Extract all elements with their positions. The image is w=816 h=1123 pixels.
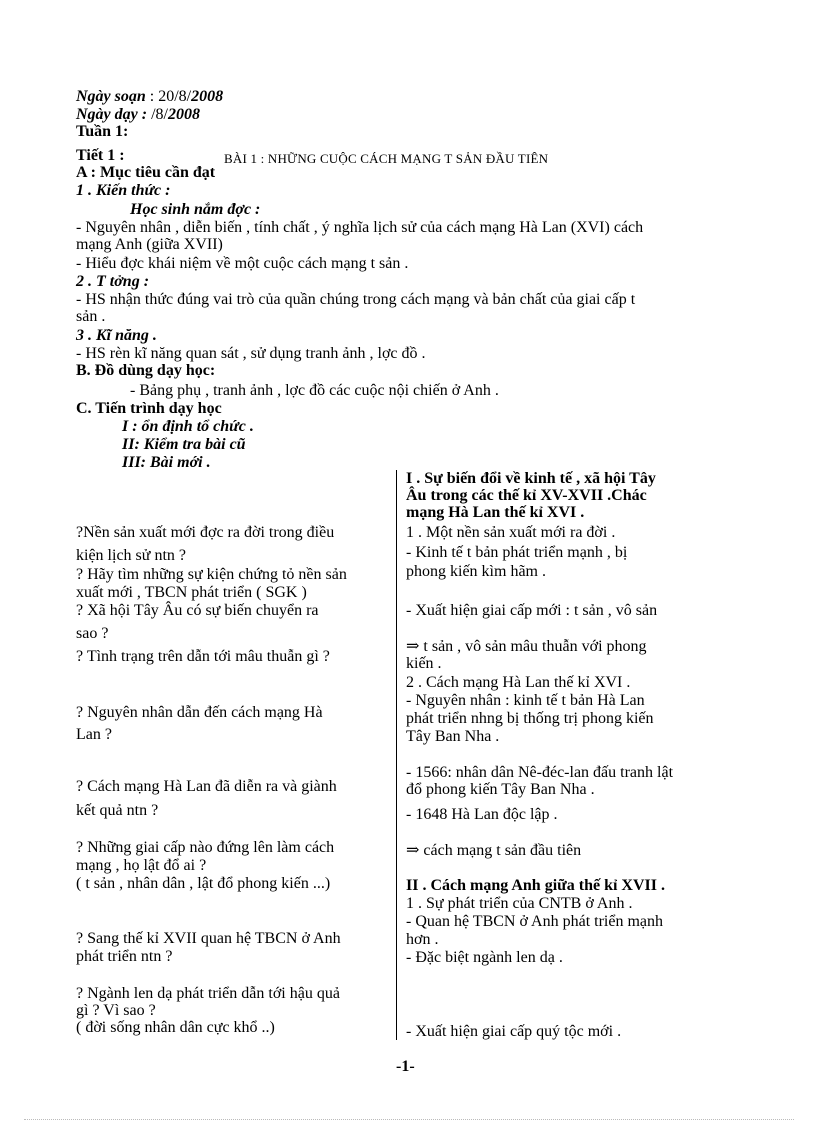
left-q3b: sao ? bbox=[76, 625, 109, 642]
process-step-3: III: Bài mới . bbox=[122, 454, 211, 471]
right-r3: - Xuất hiện giai cấp mới : t sản , vô sản bbox=[406, 602, 658, 619]
left-q5b: Lan ? bbox=[76, 726, 112, 743]
left-q9b: gì ? Vì sao ? bbox=[76, 1002, 156, 1019]
left-q1a: ?Nền sản xuất mới đợc ra đời trong điều bbox=[76, 524, 335, 541]
right-section1-l1: I . Sự biến đổi về kinh tế , xã hội Tây bbox=[406, 470, 656, 487]
right-r9-text: cách mạng t sản đầu tiên bbox=[419, 842, 582, 859]
left-q2b: xuất mới , TBCN phát triển ( SGK ) bbox=[76, 584, 307, 601]
thinking-line-1a: - HS nhận thức đúng vai trò của quần chúng trong cách mạng và bản chất của giai cấp t bbox=[76, 291, 636, 308]
date-teaching-value: /8/ bbox=[147, 106, 168, 123]
skills-heading: 3 . Kĩ năng . bbox=[76, 327, 157, 344]
knowledge-heading: 1 . Kiến thức : bbox=[76, 182, 171, 199]
right-r11a: - Quan hệ TBCN ở Anh phát triển mạnh bbox=[406, 913, 664, 930]
left-q7c: ( t sản , nhân dân , lật đổ phong kiến ...) bbox=[76, 875, 331, 892]
materials-heading: B. Đồ dùng dạy học: bbox=[76, 362, 216, 379]
left-q8b: phát triển ntn ? bbox=[76, 948, 173, 965]
objectives-heading: A : Mục tiêu cần đạt bbox=[76, 164, 216, 181]
knowledge-line-1b: mạng Anh (giữa XVII) bbox=[76, 236, 223, 253]
thinking-line-1b: sản . bbox=[76, 308, 106, 325]
right-r1: 1 . Một nền sản xuất mới ra đời . bbox=[406, 524, 616, 541]
right-section1-l2: Âu trong các thế kỉ XV-XVII .Chác bbox=[406, 487, 647, 504]
lesson-title: BÀI 1 : NHỮNG CUỘC CÁCH MẠNG T SẢN ĐẦU TIÊN bbox=[224, 151, 549, 166]
right-r2a: - Kinh tế t bản phát triển mạnh , bị bbox=[406, 544, 628, 561]
process-step-1: I : ổn định tổ chức . bbox=[122, 418, 254, 435]
left-q7b: mạng , họ lật đổ ai ? bbox=[76, 857, 207, 874]
right-r7a: - 1566: nhân dân Nê-đéc-lan đấu tranh lật bbox=[406, 764, 674, 781]
thinking-heading: 2 . T tởng : bbox=[76, 273, 150, 290]
table-divider bbox=[396, 470, 397, 1040]
right-r4b: kiến . bbox=[406, 655, 442, 672]
week-label: Tuần 1: bbox=[76, 123, 129, 140]
right-r5: 2 . Cách mạng Hà Lan thế kỉ XVI . bbox=[406, 674, 631, 691]
date-prepared-year: 2008 bbox=[191, 88, 224, 105]
right-r4a bbox=[406, 638, 647, 655]
date-teaching bbox=[76, 106, 200, 124]
right-r6a: - Nguyên nhân : kinh tế t bản Hà Lan bbox=[406, 692, 645, 709]
students-heading: Học sinh nắm đợc : bbox=[130, 201, 261, 218]
left-q7a: ? Những giai cấp nào đứng lên làm cách bbox=[76, 839, 335, 856]
right-r8: - 1648 Hà Lan độc lập . bbox=[406, 806, 558, 823]
right-r12: - Đặc biệt ngành len dạ . bbox=[406, 949, 563, 966]
left-q5a: ? Nguyên nhân dẫn đến cách mạng Hà bbox=[76, 704, 323, 721]
implies-arrow-icon: ⇒ bbox=[406, 842, 420, 859]
left-q1b: kiện lịch sử ntn ? bbox=[76, 547, 186, 564]
left-q6b: kết quả ntn ? bbox=[76, 802, 159, 819]
left-q2a: ? Hãy tìm những sự kiện chứng tỏ nền sản bbox=[76, 566, 347, 583]
right-r10: 1 . Sự phát triển của CNTB ở Anh . bbox=[406, 895, 633, 912]
left-q4: ? Tình trạng trên dẫn tới mâu thuẫn gì ? bbox=[76, 648, 330, 665]
right-r11b: hơn . bbox=[406, 931, 439, 948]
right-r6b: phát triển nhng bị thống trị phong kiến bbox=[406, 710, 654, 727]
right-r13: - Xuất hiện giai cấp quý tộc mới . bbox=[406, 1023, 622, 1040]
right-r2b: phong kiến kìm hãm . bbox=[406, 563, 546, 580]
date-prepared bbox=[76, 88, 223, 106]
right-r4a-text: t sản , vô sản mâu thuẫn với phong bbox=[419, 638, 647, 655]
date-prepared-label: Ngày soạn bbox=[76, 88, 146, 105]
knowledge-line-1a: - Nguyên nhân , diễn biến , tính chất , ý nghĩa lịch sử của cách mạng Hà Lan (XVI) cách bbox=[76, 219, 644, 236]
right-r7b: đổ phong kiến Tây Ban Nha . bbox=[406, 781, 595, 798]
left-q9c: ( đời sống nhân dân cực khổ ..) bbox=[76, 1019, 275, 1036]
page-number: -1- bbox=[396, 1058, 415, 1075]
process-step-2: II: Kiểm tra bài cũ bbox=[122, 436, 246, 453]
date-prepared-value: : 20/8/ bbox=[145, 88, 192, 105]
right-r6c: Tây Ban Nha . bbox=[406, 728, 500, 745]
materials-item: - Bảng phụ , tranh ảnh , lợc đồ các cuộc nội chiến ở Anh . bbox=[130, 382, 499, 399]
process-heading: C. Tiến trình dạy học bbox=[76, 400, 222, 417]
skills-line-1: - HS rèn kĩ năng quan sát , sử dụng tranh ảnh , lợc đồ . bbox=[76, 345, 426, 362]
left-q8a: ? Sang thế kỉ XVII quan hệ TBCN ở Anh bbox=[76, 930, 341, 947]
date-teaching-year: 2008 bbox=[167, 106, 200, 123]
left-q6a: ? Cách mạng Hà Lan đã diễn ra và giành bbox=[76, 778, 337, 795]
date-teaching-label: Ngày dạy : bbox=[76, 106, 148, 123]
footer-divider bbox=[24, 1119, 794, 1120]
left-q3a: ? Xã hội Tây Âu có sự biến chuyển ra bbox=[76, 602, 319, 619]
right-section1-l3: mạng Hà Lan thế kỉ XVI . bbox=[406, 504, 585, 521]
right-section2: II . Cách mạng Anh giữa thế kỉ XVII . bbox=[406, 877, 665, 894]
knowledge-line-2: - Hiểu đợc khái niệm về một cuộc cách mạng t sản . bbox=[76, 255, 409, 272]
left-q9a: ? Ngành len dạ phát triển dẫn tới hậu quả bbox=[76, 985, 340, 1002]
period-label: Tiết 1 : bbox=[76, 147, 125, 164]
implies-arrow-icon: ⇒ bbox=[406, 638, 420, 655]
right-r9 bbox=[406, 842, 581, 859]
